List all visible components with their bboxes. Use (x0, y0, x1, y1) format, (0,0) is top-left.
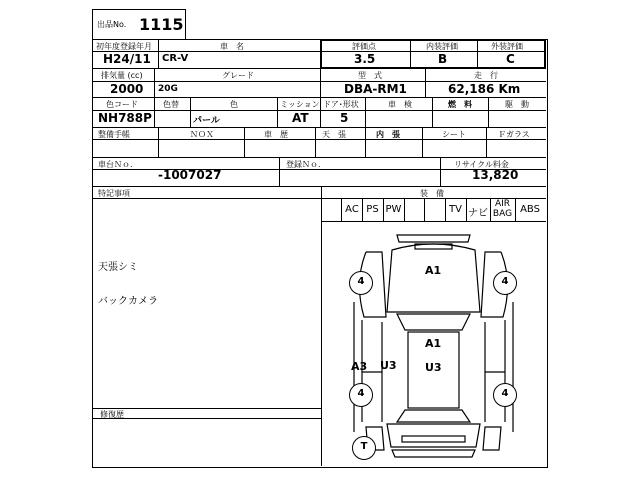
hood-damage-mark: A1 (425, 264, 442, 277)
fuel-label: 燃 料 (448, 100, 472, 109)
score-label: 評価点 (352, 42, 376, 51)
remarks-label: 特記事項 (98, 189, 130, 198)
ceiling-label: 天 張 (322, 130, 346, 139)
lot-label: 出品No. (97, 20, 127, 29)
interior-score-label: 内装評価 (426, 42, 458, 51)
mileage-label: 走 行 (474, 71, 498, 80)
equipment-abs: ABS (520, 204, 540, 215)
drive-label: 駆 動 (505, 100, 529, 109)
roof-scratch-mark: U3 (425, 361, 442, 374)
left-door-dent-mark: A3 (351, 360, 368, 373)
recycle-fee-label: リサイクル料金 (454, 160, 509, 169)
equipment-airbag: AIR BAG (492, 199, 513, 219)
spare-tire-badge: T (352, 436, 376, 460)
tire-rear-left-badge: 4 (349, 383, 373, 407)
displacement-value: 2000 (110, 82, 144, 96)
nox-label: ＮＯＸ (190, 130, 214, 139)
score-value: 3.5 (354, 52, 376, 66)
equipment-label: 装 備 (420, 189, 444, 198)
first-registration-label: 初年度登録年月 (96, 42, 152, 51)
lot-number: 1115 (139, 15, 184, 34)
first-registration-value: H24/11 (103, 52, 151, 66)
color-value: パール (193, 116, 220, 126)
chassis-number-value: -1007027 (158, 168, 222, 182)
chassis-number-label: 車台Ｎｏ． (98, 160, 138, 169)
equipment-pw: PW (385, 204, 402, 215)
color-code-label: 色コード (106, 100, 138, 109)
equipment-ac: AC (345, 204, 359, 215)
color-label: 色 (230, 100, 238, 109)
equipment-tv: TV (449, 204, 462, 215)
transmission-label: ミッション (280, 100, 320, 109)
tire-rear-right-badge: 4 (493, 383, 517, 407)
grade-value: 20G (158, 84, 178, 94)
color-code-value: NH788P (98, 111, 152, 125)
maintenance-book-label: 整備手帳 (98, 130, 130, 139)
roof-damage-mark: A1 (425, 337, 442, 350)
inspection-label: 車 検 (388, 100, 412, 109)
interior-trim-label: 内 張 (376, 130, 400, 139)
left-door-scratch-mark: U3 (380, 359, 397, 372)
car-name-label: 車 名 (220, 42, 244, 51)
tire-front-left-badge: 4 (349, 271, 373, 295)
grade-label: グレード (222, 71, 254, 80)
registration-number-label: 登録Ｎｏ． (286, 160, 326, 169)
model-label: 型 式 (358, 71, 382, 80)
tire-front-right-badge: 4 (493, 271, 517, 295)
remark-note: 天張シミ (98, 262, 138, 273)
model-value: DBA-RM1 (344, 82, 407, 96)
car-name-value: CR-V (162, 53, 189, 64)
color-swap-label: 色替 (163, 100, 179, 109)
exterior-score-label: 外装評価 (491, 42, 523, 51)
mileage-value: 62,186 Km (448, 82, 521, 96)
repair-history-label: 修復歴 (100, 410, 124, 419)
front-glass-label: Ｆガラス (498, 130, 530, 139)
transmission-value: AT (292, 111, 309, 125)
recycle-fee-value: 13,820 (472, 168, 519, 182)
door-value: 5 (340, 111, 349, 125)
exterior-score-value: C (506, 52, 515, 66)
equipment-ps: PS (366, 204, 379, 215)
car-history-label: 車 歴 (264, 130, 288, 139)
door-shape-label: ドア･形状 (323, 100, 359, 109)
interior-score-value: B (438, 52, 448, 66)
remark-note: バックカメラ (98, 296, 158, 307)
displacement-label: 排気量 (cc) (101, 71, 143, 80)
seat-label: シート (442, 130, 466, 139)
equipment-navi: ナビ (468, 208, 488, 219)
lot-box (92, 9, 186, 39)
